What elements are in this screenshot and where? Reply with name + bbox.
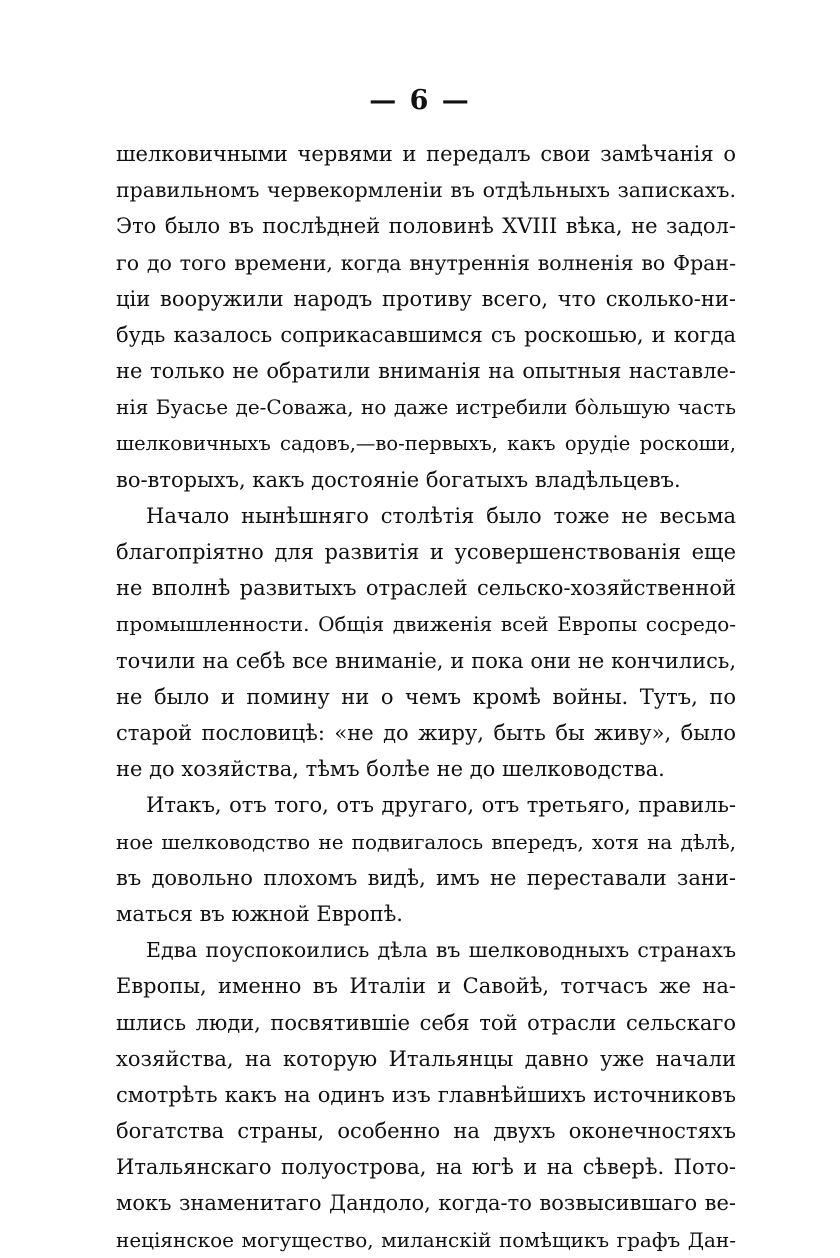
text-line: ціи вооружили народъ противу всего, что сколько-ни-: [116, 286, 736, 311]
text-line: богатства страны, особенно на двухъ оконечностяхъ: [116, 1119, 736, 1144]
text-line: го до того времени, когда внутреннія волненія во Фран-: [116, 250, 736, 275]
text-line: шлись люди, посвятившіе себя той отрасли сельскаго: [116, 1010, 736, 1035]
text-line: шелковичными червями и передалъ свои замѣчанія о: [116, 142, 736, 166]
text-line: хозяйства, на которую Итальянцы давно уже начали: [116, 1046, 736, 1071]
text-line: шелковичныхъ садовъ,—во-первыхъ, какъ орудіе роскоши,: [116, 431, 736, 455]
text-line: въ довольно плохомъ видѣ, имъ не переставали зани-: [116, 865, 736, 890]
text-line: Европы, именно въ Италіи и Савойѣ, тотчасъ же на-: [116, 974, 736, 999]
text-line: мокъ знаменитаго Дандоло, когда-то возвысившаго ве-: [116, 1191, 736, 1216]
text-line: не до хозяйства, тѣмъ болѣе не до шелководства.: [116, 757, 665, 782]
text-line: нія Буасье де-Соважа, но даже истребили бо̀льшую часть: [116, 395, 736, 420]
text-line: точили на себѣ все вниманіе, и пока они не кончились,: [116, 648, 736, 673]
paragraph-2: [116, 498, 736, 788]
text-line: Начало нынѣшняго столѣтія было тоже не весьма: [146, 503, 736, 528]
text-line: Едва поуспокоились дѣла въ шелководныхъ странахъ: [146, 938, 736, 963]
text-line: смотрѣть какъ на одинъ изъ главнѣйшихъ источниковъ: [116, 1082, 736, 1107]
text-line: неціянское могущество, миланскій помѣщикъ графъ Дан-: [116, 1227, 736, 1252]
text-line: Итакъ, отъ того, отъ другаго, отъ третьяго, правиль-: [146, 793, 736, 818]
text-line: не только не обратили вниманія на опытныя наставле-: [116, 359, 736, 384]
paragraph-3: [116, 787, 736, 932]
text-line: будь казалось соприкасавшимся съ роскошью, и когда: [116, 322, 736, 347]
page-number: — 6 —: [369, 85, 471, 116]
text-line: во-вторыхъ, какъ достояніе богатыхъ владѣльцевъ.: [116, 467, 681, 492]
paragraph-1: [116, 136, 736, 498]
text-line: старой пословицѣ: «не до жиру, быть бы живу», было: [116, 721, 736, 745]
paragraph-4: [116, 932, 736, 1258]
text-line: не вполнѣ развитыхъ отраслей сельско-хозяйственной: [116, 576, 736, 601]
body-text: [116, 136, 736, 1258]
text-line: правильномъ червекормленіи въ отдѣльныхъ запискахъ.: [116, 178, 736, 203]
text-line: промышленности. Общія движенія всей Европы сосредо-: [116, 612, 736, 637]
text-line: не было и помину ни о чемъ кромѣ войны. Тутъ, по: [116, 684, 736, 709]
text-line: Итальянскаго полуострова, на югѣ и на сѣверѣ. Пото-: [116, 1155, 736, 1180]
text-line: маться въ южной Европѣ.: [116, 901, 403, 926]
text-line: Это было въ послѣдней половинѣ XVIII вѣка, не задол-: [116, 214, 736, 239]
text-line: благопріятно для развитія и усовершенствованія еще: [116, 540, 736, 565]
text-line: ное шелководство не подвигалось впередъ, хотя на дѣлѣ,: [116, 829, 736, 854]
